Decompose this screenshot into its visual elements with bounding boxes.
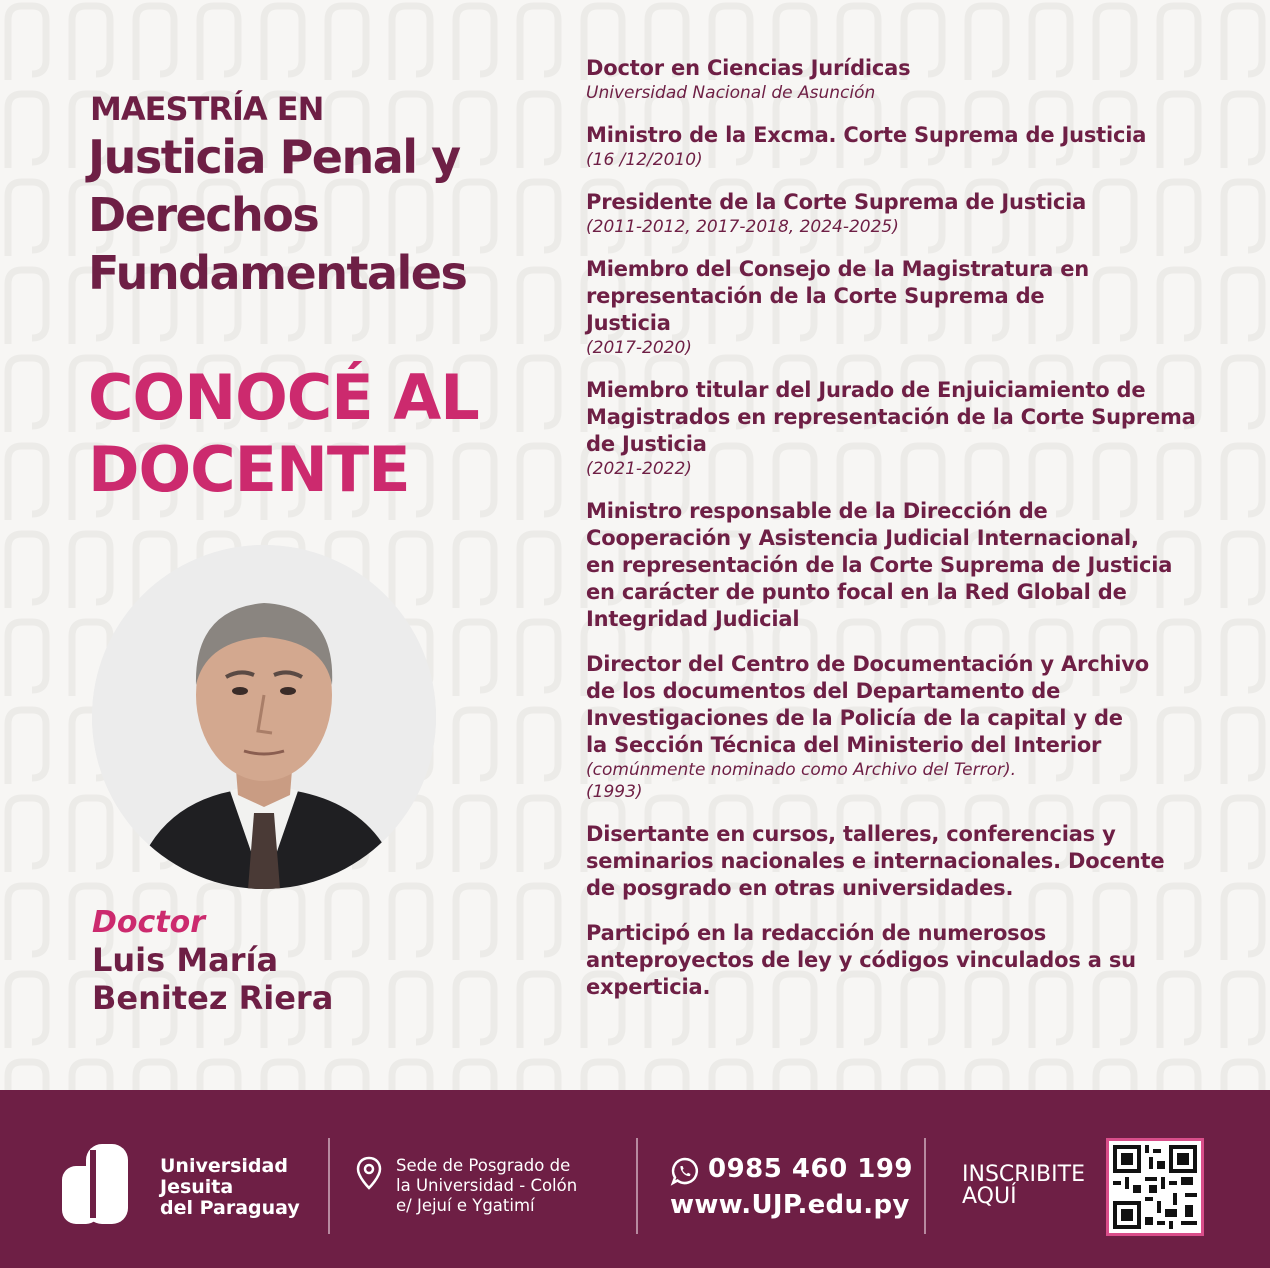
cv-item	[586, 821, 1226, 902]
cv-item-title: Ministro responsable de la Dirección de Cooperación y Asistencia Judicial Internacional, en representación de la Corte Suprema de Justicia en carácter de punto focal en la Red Global de Integridad Judicial	[586, 499, 1173, 631]
cv-item	[586, 498, 1226, 633]
footer-divider	[328, 1138, 330, 1234]
cv-item	[586, 256, 1226, 359]
cv-item-detail: (comúnmente nominado como Archivo del Terror). (1993)	[586, 760, 1017, 802]
university-name-line: Jesuita	[160, 1176, 234, 1198]
qr-code[interactable]	[1106, 1138, 1204, 1236]
cv-item	[586, 122, 1226, 171]
cv-list	[586, 55, 1226, 1019]
address-line: la Universidad - Colón	[396, 1176, 578, 1195]
headline-line: CONOCÉ AL	[88, 361, 479, 434]
cv-item-title: Miembro titular del Jurado de Enjuiciamiento de Magistrados en representación de la Corte Suprema de Justicia	[586, 378, 1196, 456]
teacher-name-block	[92, 905, 333, 1017]
program-title-line: Justicia Penal y	[88, 130, 460, 184]
cv-item-title: Director del Centro de Documentación y Archivo de los documentos del Departamento de Investigaciones de la Policía de la capital y de la Sección Técnica del Ministerio del Interior	[586, 652, 1149, 757]
university-name-line: del Paraguay	[160, 1197, 300, 1219]
cv-item	[586, 55, 1226, 104]
teacher-name-line: Benitez Riera	[92, 979, 334, 1017]
program-title-line: Fundamentales	[88, 246, 467, 300]
cv-item	[586, 189, 1226, 238]
program-title-line: Derechos	[88, 188, 319, 242]
footer-divider	[636, 1138, 638, 1234]
qr-code-icon	[1109, 1141, 1201, 1233]
cv-item-title: Miembro del Consejo de la Magistratura en representación de la Corte Suprema de Justicia	[586, 257, 1090, 335]
cv-item-title: Participó en la redacción de numerosos anteproyectos de ley y códigos vinculados a su experticia.	[586, 921, 1136, 999]
cv-item-detail: Universidad Nacional de Asunción	[586, 83, 876, 103]
cv-item	[586, 651, 1226, 803]
cv-item-detail: (2017-2020)	[586, 338, 692, 358]
cv-item-title: Ministro de la Excma. Corte Suprema de Justicia	[586, 123, 1147, 147]
university-name-line: Universidad	[160, 1155, 288, 1177]
cv-item-detail: (2021-2022)	[586, 459, 692, 479]
headline	[88, 362, 479, 506]
program-heading	[88, 90, 558, 302]
footer	[0, 1090, 1270, 1268]
address-line: Sede de Posgrado de	[396, 1156, 571, 1175]
cv-item-title: Doctor en Ciencias Jurídicas	[586, 56, 911, 80]
cta-line: AQUÍ	[962, 1184, 1017, 1209]
program-prefix: MAESTRÍA EN	[90, 90, 324, 128]
headline-line: DOCENTE	[88, 433, 410, 506]
portrait-photo	[92, 545, 436, 889]
cv-item	[586, 377, 1226, 480]
teacher-photo	[92, 545, 436, 889]
teacher-title: Doctor	[92, 905, 206, 940]
university-name	[160, 1156, 300, 1219]
phone-number[interactable]: 0985 460 199	[708, 1154, 914, 1184]
cta-line: INSCRIBITE	[962, 1162, 1085, 1187]
program-title	[88, 128, 558, 302]
cv-item-title: Disertante en cursos, talleres, conferencias y seminarios nacionales e internacionales. Docente de posgrado en otras universidades.	[586, 822, 1165, 900]
cv-item	[586, 920, 1226, 1001]
address-line: e/ Jejuí e Ygatimí	[396, 1196, 535, 1215]
address	[396, 1156, 577, 1216]
teacher-name	[92, 941, 333, 1017]
website-link[interactable]: www.UJP.edu.py	[670, 1190, 910, 1220]
whatsapp-icon	[670, 1156, 700, 1186]
cv-item-detail: (2011-2012, 2017-2018, 2024-2025)	[586, 217, 899, 237]
cv-item-title: Presidente de la Corte Suprema de Justicia	[586, 190, 1087, 214]
location-pin-icon	[356, 1156, 382, 1190]
footer-divider	[924, 1138, 926, 1234]
university-logo-icon	[62, 1144, 136, 1224]
teacher-name-line: Luis María	[92, 941, 279, 979]
cv-item-detail: (16 /12/2010)	[586, 150, 703, 170]
signup-cta	[962, 1164, 1085, 1208]
